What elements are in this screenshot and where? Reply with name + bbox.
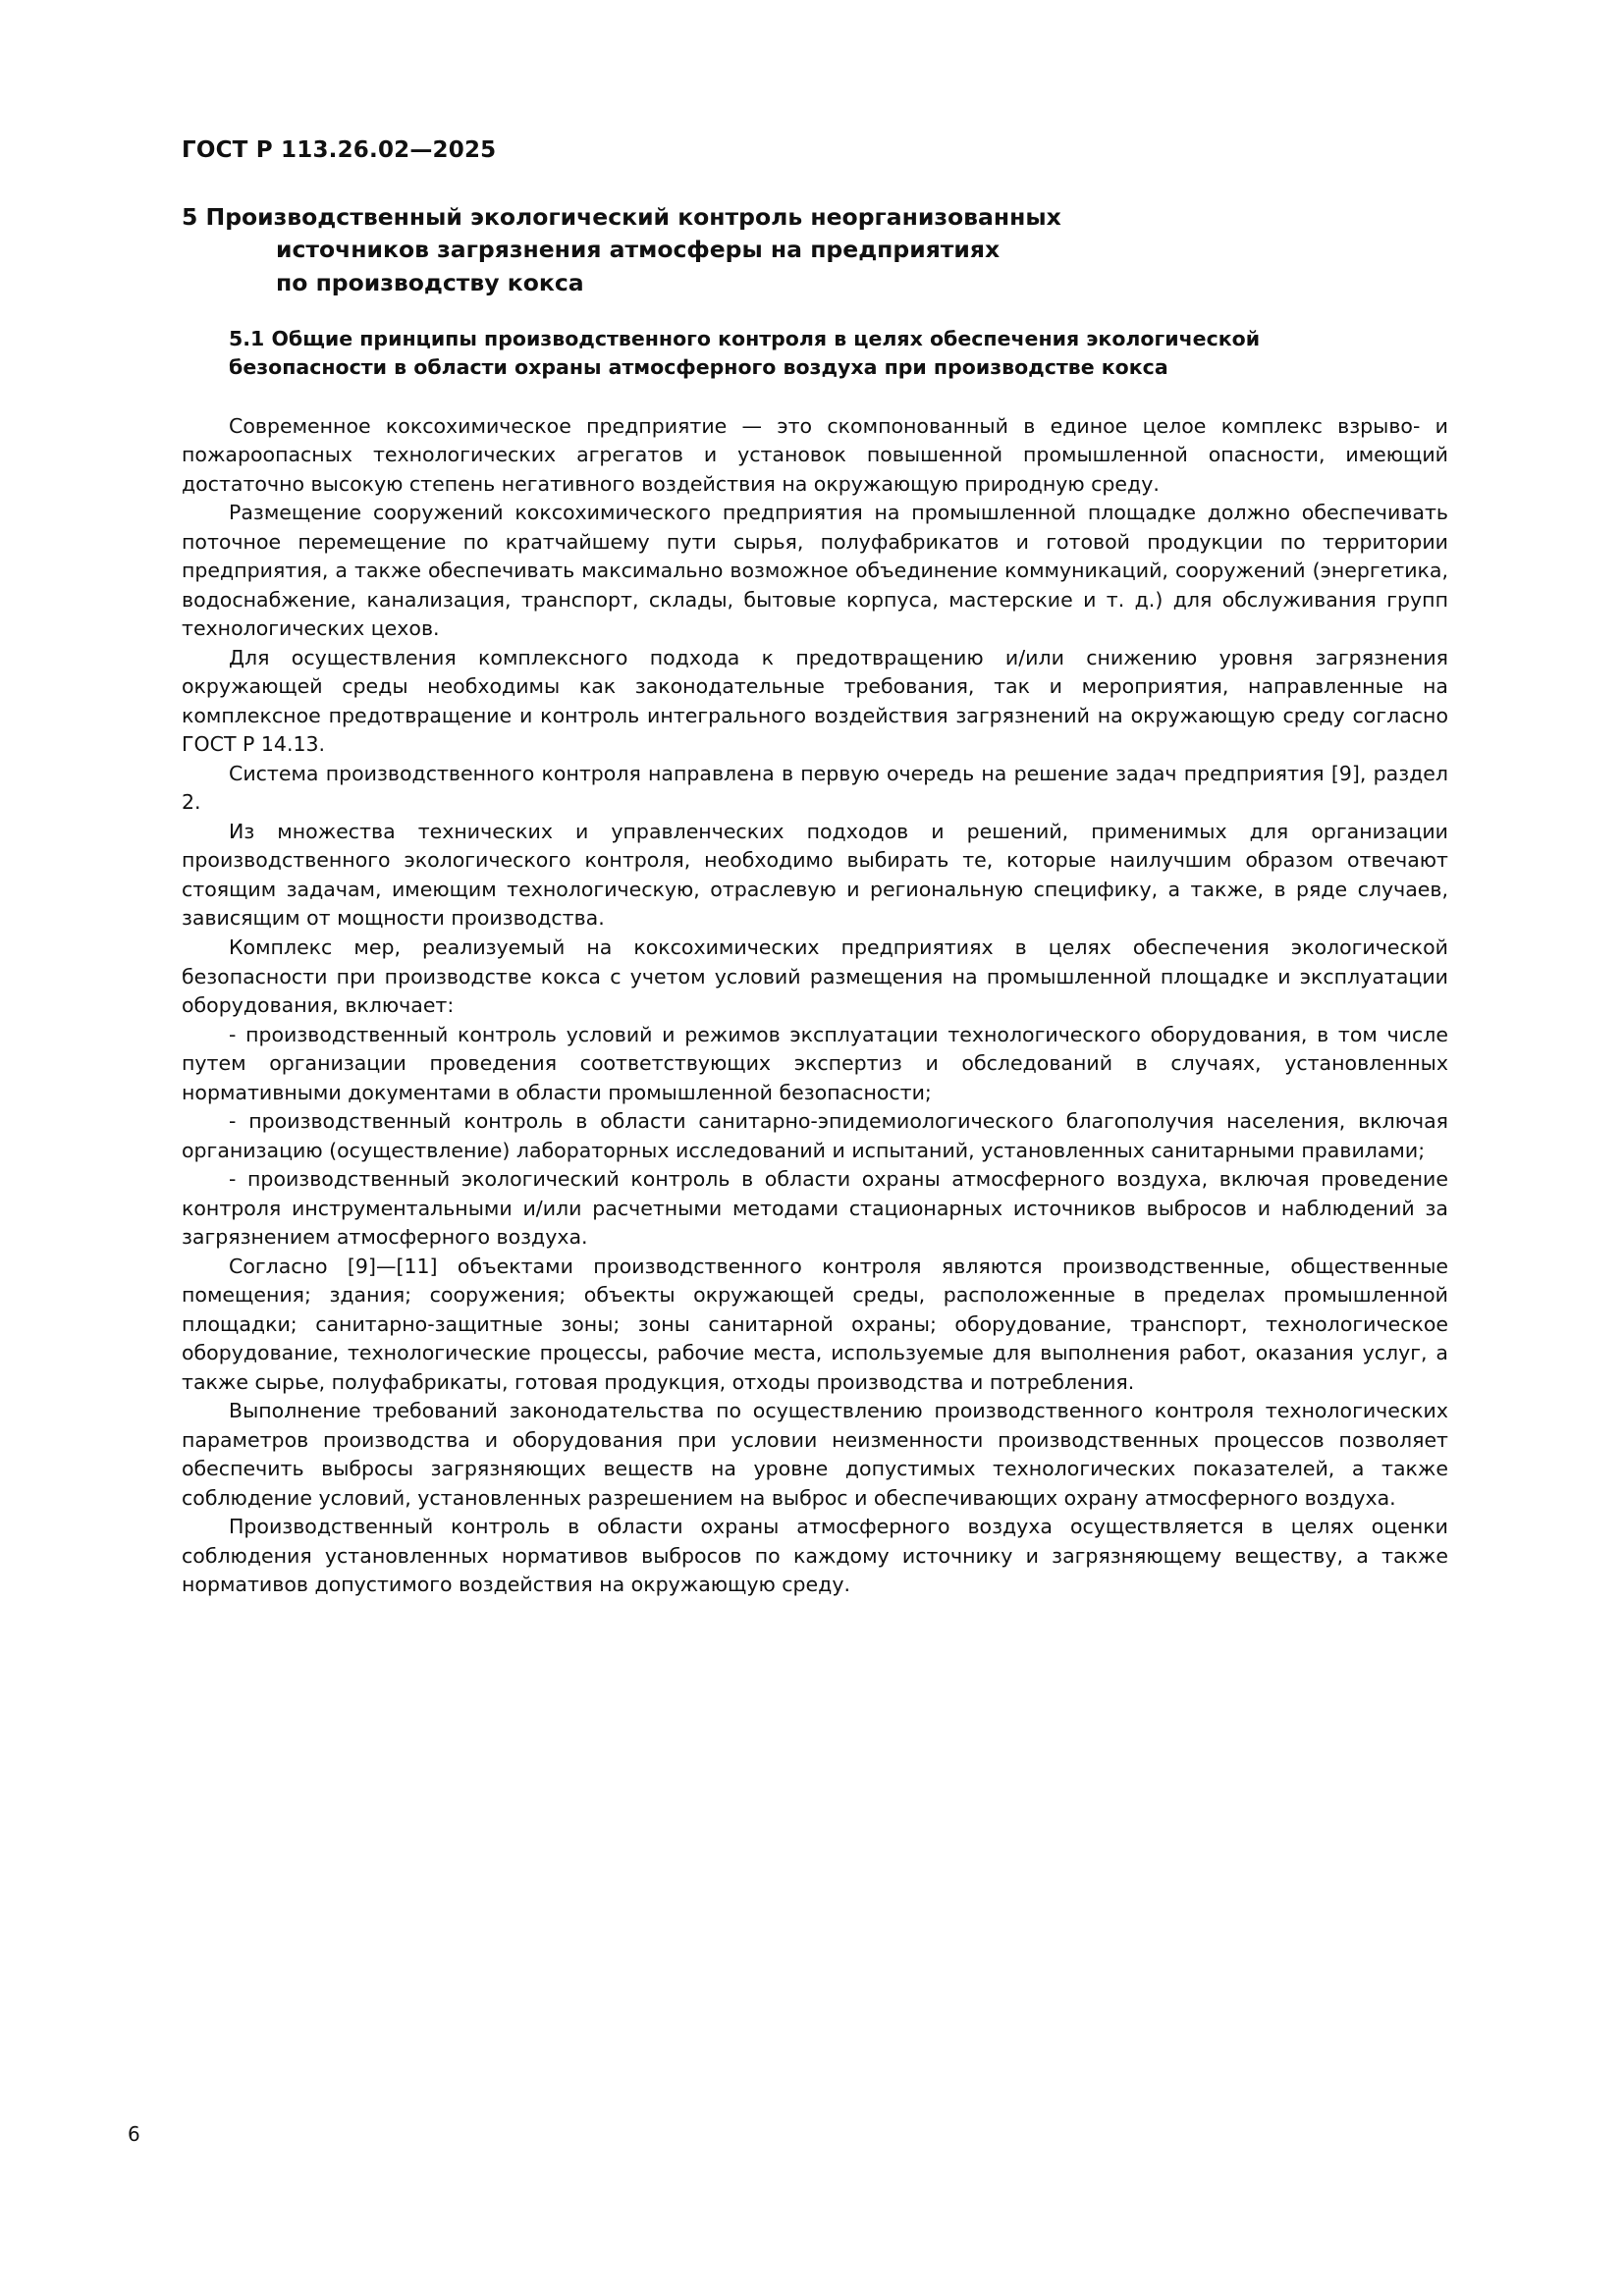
- list-item: - производственный контроль условий и режимов эксплуатации технологического оборудования, в том числе путем организации проведения соответствующих экспертиз и обследований в случаях, установленных нормативными документами в области промышленной безопасности;: [182, 1022, 1448, 1104]
- section-title-line-2: источников загрязнения атмосферы на предприятиях: [276, 236, 1001, 264]
- page-number: 6: [128, 2122, 140, 2146]
- paragraph: Согласно [9]—[11] объектами производственного контроля являются производственные, общественные помещения; здания; сооружения; объекты окружающей среды, расположенные в пределах промышленной площадки; санитарно-защитные зоны; зоны санитарной охраны; оборудование, транспорт, технологическое оборудование, технологические процессы, рабочие места, используемые для выполнения работ, оказания услуг, а также сырье, полуфабрикаты, готовая продукция, отходы производства и потребления.: [182, 1254, 1448, 1394]
- paragraph: Система производственного контроля направлена в первую очередь на решение задач предприятия [9], раздел 2.: [182, 761, 1448, 815]
- section-title-line-3: по производству кокса: [276, 268, 584, 296]
- page-header-code: ГОСТ Р 113.26.02—2025: [182, 137, 497, 163]
- list-item: - производственный экологический контроль в области охраны атмосферного воздуха, включая проведение контроля инструментальными и/или расчетными методами стационарных источников выбросов и наблюдений за загрязнением атмосферного воздуха.: [182, 1167, 1448, 1250]
- paragraph: Выполнение требований законодательства по осуществлению производственного контроля технологических параметров производства и оборудования при условии неизменности производственных процессов позволяет обеспечить выбросы загрязняющих веществ на уровне допустимых технологических показателей, а также соблюдение условий, установленных разрешением на выброс и обеспечивающих охрану атмосферного воздуха.: [182, 1399, 1448, 1510]
- paragraph: Из множества технических и управленческих подходов и решений, применимых для организации производственного экологического контроля, необходимо выбирать те, которые наилучшим образом отвечают стоящим задачам, имеющим технологическую, отраслевую и региональную специфику, а также, в ряде случаев, зависящим от мощности производства.: [182, 819, 1448, 931]
- page-content: [182, 201, 1448, 1600]
- section-title: [182, 201, 1448, 299]
- subsection-title: 5.1 Общие принципы производственного контроля в целях обеспечения экологической безопасности в области охраны атмосферного воздуха при производстве кокса: [229, 327, 1261, 380]
- paragraph: Для осуществления комплексного подхода к предотвращению и/или снижению уровня загрязнения окружающей среды необходимы как законодательные требования, так и мероприятия, направленные на комплексное предотвращение и контроль интегрального воздействия загрязнений на окружающую среду согласно ГОСТ Р 14.13.: [182, 645, 1448, 757]
- paragraph: Современное коксохимическое предприятие — это скомпонованный в единое целое комплекс взрыво- и пожароопасных технологических агрегатов и установок повышенной промышленной опасности, имеющий достаточно высокую степень негативного воздействия на окружающую природную среду.: [182, 413, 1448, 496]
- section-title-line-1: 5 Производственный экологический контроль неорганизованных: [182, 203, 1061, 231]
- list-item: - производственный контроль в области санитарно-эпидемиологического благополучия населения, включая организацию (осуществление) лабораторных исследований и испытаний, установленных санитарными правилами;: [182, 1109, 1448, 1162]
- paragraph: Размещение сооружений коксохимического предприятия на промышленной площадке должно обеспечивать поточное перемещение по кратчайшему пути сырья, полуфабрикатов и готовой продукции по территории предприятия, а также обеспечивать максимально возможное объединение коммуникаций, сооружений (энергетика, водоснабжение, канализация, транспорт, склады, бытовые корпуса, мастерские и т. д.) для обслуживания групп технологических цехов.: [182, 501, 1448, 641]
- paragraph: Производственный контроль в области охраны атмосферного воздуха осуществляется в целях оценки соблюдения установленных нормативов выбросов по каждому источнику и загрязняющему веществу, а также нормативов допустимого воздействия на окружающую среду.: [182, 1515, 1448, 1597]
- paragraph: Комплекс мер, реализуемый на коксохимических предприятиях в целях обеспечения экологической безопасности при производстве кокса с учетом условий размещения на промышленной площадке и эксплуатации оборудования, включает:: [182, 934, 1448, 1018]
